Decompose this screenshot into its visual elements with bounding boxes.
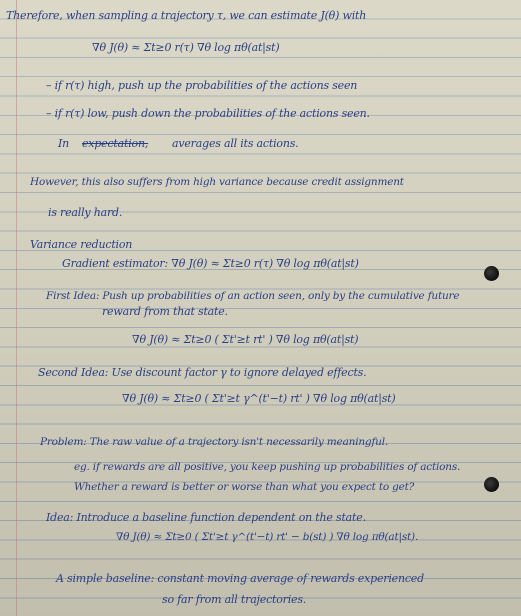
note-line: is really hard. bbox=[48, 206, 123, 219]
binder-hole bbox=[484, 266, 499, 281]
section-heading: Variance reduction bbox=[30, 238, 133, 251]
note-line: In bbox=[58, 137, 70, 150]
formula-line: ∇θ J(θ) ≈ Σt≥0 r(τ) ∇θ log πθ(at|st) bbox=[92, 41, 280, 54]
note-line: Therefore, when sampling a trajectory τ, we can estimate J(θ) with bbox=[6, 9, 367, 22]
note-line: eg. if rewards are all positive, you keep pushing up probabilities of actions. bbox=[74, 461, 461, 473]
note-line: A simple baseline: constant moving average of rewards experienced bbox=[56, 572, 424, 585]
note-line: Second Idea: Use discount factor γ to ignore delayed effects. bbox=[38, 366, 367, 379]
formula-line: Gradient estimator: ∇θ J(θ) ≈ Σt≥0 r(τ) ∇θ log πθ(at|st) bbox=[62, 257, 359, 270]
margin-rule bbox=[16, 0, 17, 616]
note-line: Whether a reward is better or worse than what you expect to get? bbox=[74, 481, 415, 493]
formula-line: ∇θ J(θ) ≈ Σt≥0 ( Σt'≥t γ^(t'−t) rt' ) ∇θ log πθ(at|st) bbox=[122, 392, 396, 405]
note-line: – if r(τ) low, push down the probabilities of the actions seen. bbox=[46, 107, 370, 120]
note-line: Idea: Introduce a baseline function dependent on the state. bbox=[46, 511, 366, 524]
note-line: However, this also suffers from high variance because credit assignment bbox=[30, 176, 404, 188]
formula-line: ∇θ J(θ) ≈ Σt≥0 ( Σt'≥t γ^(t'−t) rt' − b(st) ) ∇θ log πθ(at|st). bbox=[116, 531, 419, 543]
note-line: – if r(τ) high, push up the probabilities of the actions seen bbox=[46, 79, 358, 92]
note-line: reward from that state. bbox=[102, 305, 228, 318]
note-line: Problem: The raw value of a trajectory isn't necessarily meaningful. bbox=[40, 436, 388, 448]
note-line: averages all its actions. bbox=[172, 137, 299, 150]
note-line: so far from all trajectories. bbox=[162, 593, 307, 606]
formula-line: ∇θ J(θ) ≈ Σt≥0 ( Σt'≥t rt' ) ∇θ log πθ(at|st) bbox=[132, 333, 359, 346]
note-line: First Idea: Push up probabilities of an action seen, only by the cumulative future bbox=[46, 290, 460, 302]
struck-word: expectation, bbox=[82, 137, 149, 150]
binder-hole bbox=[484, 477, 499, 492]
